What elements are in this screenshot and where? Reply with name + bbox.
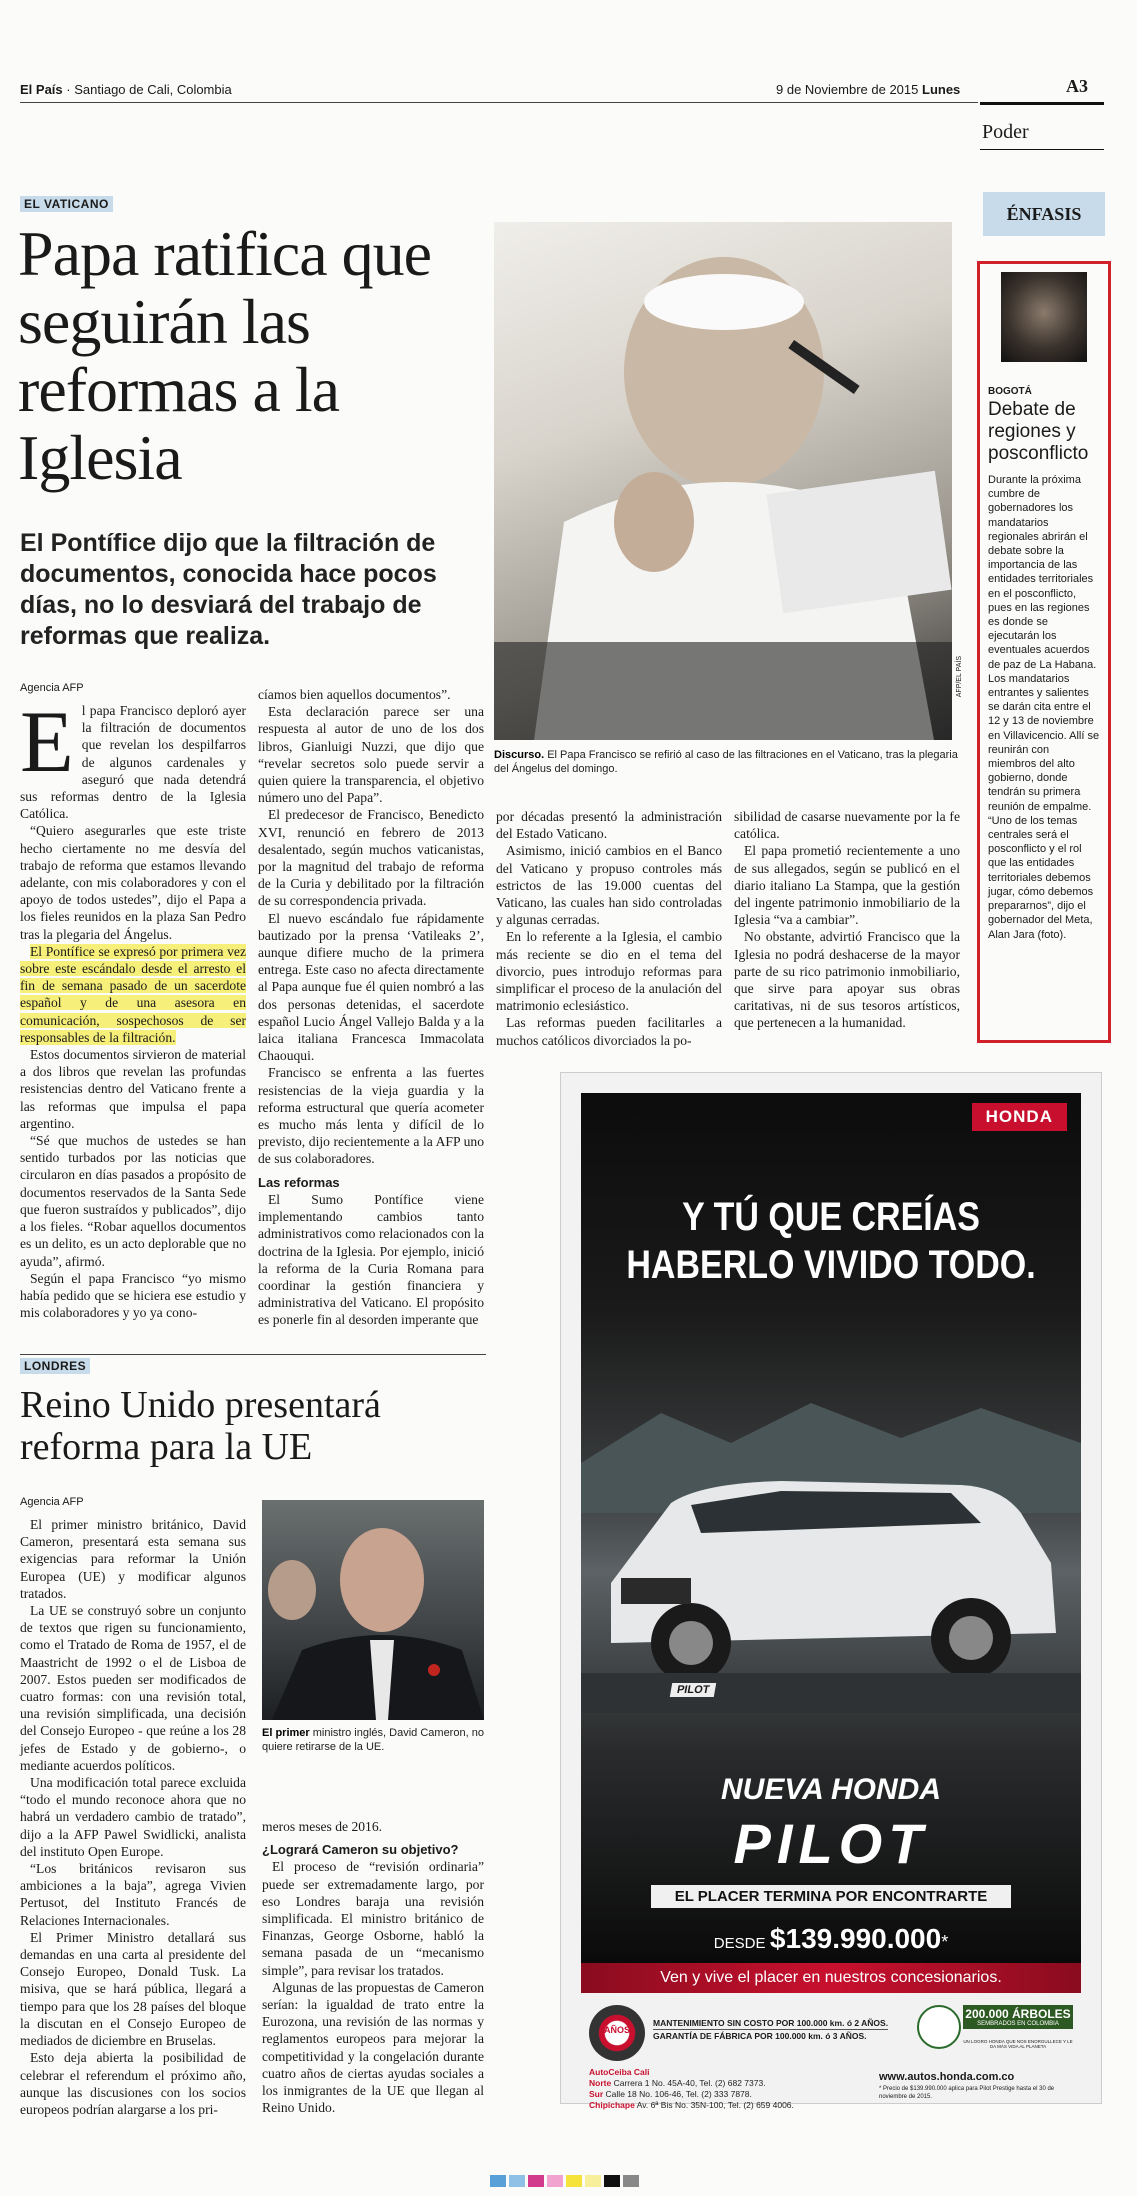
paper-name: El País [20,82,63,97]
uk-p3: Una modificación total parece excluida “todo el mundo reconoce ahora que no habrá un verdadero cambio de tratado”, dijo a la AFP Pawel Swidlicki, analista del instituto Open Europe. [20,1775,246,1859]
addr-3-label: Chipichape [589,2100,635,2110]
ad-tagline: EL PLACER TERMINA POR ENCONTRARTE [651,1885,1011,1908]
main-caption-lead: Discurso. [494,749,545,761]
main-c2-p3: El predecesor de Francisco, Benedicto XVI, renunció en febrero de 2013 desalentado, según muchos vaticanistas, por la magnitud del trabajo de reforma de la Curia y debilitado por la filtración de su correspondencia privada. [258,807,484,909]
pope-figure [494,222,952,740]
day: Lunes [922,82,961,97]
main-c4-p2: El papa prometió recientemente a uno de sus allegados, según se publicó en el diario italiano La Stampa, que la gestión del ingente patrimonio inmobiliario de la Iglesia “va a cambiar”. [734,843,960,928]
main-c3-p1: por décadas presentó la administración del Estado Vaticano. [496,809,722,842]
cameron-photo [262,1500,484,1720]
ad-trees-tag: UN LOGRO HONDA QUE NOS ENORGULLECE Y LE DA MÁS VIDA AL PLANETA [963,2039,1073,2049]
main-headline: Papa ratifica que seguirán las reformas a la Iglesia [18,218,431,493]
main-subhead: Las reformas [258,1174,340,1190]
uk-rule [20,1354,486,1355]
photo-credit: AFP/EL PAÍS [956,656,963,698]
uk-caption-lead: El primer [262,1727,310,1739]
enfasis-p3: “Uno de los temas centrales será el posconflicto y el rol que las entidades territoriales debemos jugar, cómo debemos prepararnos”, dijo el gobernador del Meta, Alan Jara (foto). [988,814,1094,941]
main-c2-p6: El Sumo Pontífice viene implementando cambios tanto administrativos como relacionados con la doctrina de la Iglesia. Por ejemplo, inició la reforma de la Curia Romana para coordinar la gestión financiera y administrativa del Vaticano. El propósito es ponerle fin al desorden imperante que [258,1191,484,1328]
ad-fine-print: * Precio de $139.990.000 aplica para Pilot Prestige hasta el 30 de noviembre de 2015. [879,2086,1055,2100]
registration-strip [490,2172,642,2191]
warranty-badge-text: AÑOS [603,2025,630,2035]
masthead: El País · Santiago de Cali, Colombia [20,82,232,97]
location: Santiago de Cali, Colombia [74,82,232,97]
uk-p2: La UE se construyó sobre un conjunto de textos que rigen su funcionamiento, como el Tratado de Roma de 1957, el de Maastricht de 1992 o el de Lisboa de 2007. Estos pueden ser modificados de cuatro formas: con una revisión total, una revisión simplificada, una decisión del Consejo Europeo - que reúne a los 28 jefes de Estado y de gobierno-, o mediante acuerdos políticos. [20,1603,246,1773]
uk-col-1 [20,1516,246,2118]
ad-slogan-2: HABERLO VIVIDO TODO. [626,1243,1036,1287]
main-c4-p1: sibilidad de casarse nuevamente por la fe católica. [734,809,960,842]
uk-byline: Agencia AFP [20,1496,84,1508]
ad-nueva: NUEVA HONDA [720,1773,941,1806]
uk-caption-text: ministro inglés, David Cameron, no quiere retirarse de la UE. [262,1727,484,1753]
dropcap: E [20,694,74,791]
main-deck: El Pontífice dijo que la filtración de documentos, conocida hace pocos días, no lo desviará del trabajo de reformas que realiza. [20,529,437,650]
main-c3-p3: En lo referente a la Iglesia, el cambio más reciente se dio en el tema del divorcio, pues introdujo reformas para simplificar el proceso de la anulación del matrimonio eclesiástico. [496,929,722,1014]
ad-desde: DESDE [713,1935,766,1952]
page-number: A3 [1066,76,1088,96]
addr-1: Carrera 1 No. 45A-40, Tel. (2) 682 7373. [613,2078,766,2088]
main-p5: “Sé que muchos de ustedes se han sentido turbados por las noticias que circularon en días pasados a propósito de documentos reservados de la Santa Sede que fueron sustraídos y publicados”, dijo a los fieles. “Robar aquellos documentos es un delito, es un acto deplorable que no ayuda”, afirmó. [20,1133,246,1269]
main-col-3 [496,808,722,1049]
uk-p6: Esto deja abierta la posibilidad de celebrar el referendum el próximo año, aunque las discusiones con los socios europeos podrían alargarse a los pri- [20,2050,246,2117]
enfasis-label: ÉNFASIS [983,192,1105,236]
enfasis-p1: Durante la próxima cumbre de gobernadores los mandatarios regionales abrirán el debate sobre la importancia de las entidades territoriales en el posconflicto, pues en las regiones es donde se ejecutarán los eventuales acuerdos de paz de La Habana. [988,474,1097,671]
main-c3-p4: Las reformas pueden facilitarles a muchos católicos divorciados la po- [496,1015,722,1048]
main-c3-p2: Asimismo, inició cambios en el Banco del Vaticano y propuso controles más estrictos de las 19.000 cuentas del Vaticano, las cuales han sido controladas y algunas cerradas. [496,843,722,928]
addr-2: Calle 18 No. 106-46, Tel. (2) 333 7878. [605,2089,752,2099]
ad-maint [653,2017,888,2042]
uk-col-2 [262,1818,484,2116]
uk-headline: Reino Unido presentará reforma para la UE [20,1384,381,1468]
ad-model: PILOT [733,1812,929,1875]
main-p6: Según el papa Francisco “yo mismo había pedido que se hiciera ese estudio y mis colaboradores y yo ya cono- [20,1270,246,1321]
main-kicker: EL VATICANO [20,196,113,212]
section-name: Poder [982,121,1029,143]
enfasis-p2: Los mandatarios entrantes y salientes se darán cita entre el 12 y 13 de noviembre en Villavicencio. Allí se reunirán con miembros del alto gobierno, donde tendrán su primera reunión de empalme. [988,672,1100,813]
ad-trees-title: 200.000 ÁRBOLES [965,2007,1071,2021]
uk-c2-p1: meros meses de 2016. [262,1819,383,1834]
main-c2-p2: Esta declaración parece ser una respuesta al autor de uno de los dos libros, Gianluigi Nuzzi, que dijo que “revelar secretos solo puede servir a quien quiere la transparencia, el objetivo número uno del Papa”. [258,704,484,806]
addr-1-label: Norte [589,2078,612,2088]
main-col-2 [258,686,484,1329]
uk-subhead: ¿Logrará Cameron su objetivo? [262,1842,459,1858]
main-p1: l papa Francisco deploró ayer la filtración de documentos que revelan los despilfarros de algunos cardenales y aseguró que nada detendrá sus reformas dentro de la Iglesia Católica. [20,703,246,822]
ad-price-line [581,1923,1081,1955]
tree-icon [917,2005,961,2049]
main-caption [494,748,964,776]
main-c4-p3: No obstante, advirtió Francisco que la Iglesia no podrá deshacerse de la mayor parte de su rico patrimonio inmobiliario, que sirve para apoyar sus obras caritativas, ni de sus tesoros artísticos, que pertenecen a la humanidad. [734,929,960,1031]
honda-ad [560,1072,1102,2110]
suv-plate: PILOT [670,1683,717,1697]
pope-photo [494,222,952,740]
main-p2: “Quiero asegurarles que este triste hecho ciertamente no me desvía del trabajo de reforma que estamos llevando adelante, con mis colaboradores y con el apoyo de todos ustedes”, dijo el Papa a los fieles reunidos en la plaza San Pedro tras la plegaria del Ángelus. [20,823,246,942]
warranty-badge [589,2005,645,2061]
addr-3: Av. 6ª Bis No. 35N-100, Tel. (2) 659 4006. [636,2100,794,2110]
date-line [776,82,960,97]
ad-price-mark: * [941,1932,949,1952]
uk-c2-p3: Algunas de las propuestas de Cameron serían: la igualdad de trato entre la Eurozona, una revisión de las normas y reglamentos europeos para mejorar la competitividad y la congelación durante cuatro años de ciertas ayudas sociales a los inmigrantes de la UE que llegan al Reino Unido. [262,1979,484,2116]
enfasis-body [988,473,1100,942]
honda-logo: HONDA [972,1103,1067,1131]
main-highlight: El Pontífice se expresó por primera vez sobre este escándalo desde el arresto el fin de semana pasado de un sacerdote español y de una asesora en comunicación, sospechosos de ser responsables de la filtración. [20,943,246,1045]
ad-cta: Ven y vive el placer en nuestros concesionarios. [581,1963,1081,1993]
ad-trees-sub: SEMBRADOS EN COLOMBIA [977,2021,1059,2027]
ad-slogan-1: Y TÚ QUE CREÍAS [682,1195,980,1239]
ad-dealer-name: AutoCeiba Cali [589,2067,650,2077]
enfasis-kicker: BOGOTÁ [988,386,1032,397]
ad-trees [963,2005,1073,2029]
enfasis-headline: Debate de regiones y posconflicto [988,399,1089,464]
uk-p4: “Los británicos revisaron sus ambiciones a la baja”, agrega Vivien Pertusot, del Instituto Francés de Relaciones Internacionales. [20,1861,246,1928]
uk-kicker: LONDRES [20,1358,90,1374]
addr-2-label: Sur [589,2089,604,2099]
main-c2-p1: cíamos bien aquellos documentos”. [258,687,451,702]
ad-maint-1: MANTENIMIENTO SIN COSTO POR 100.000 km. ó 2 AÑOS. [653,2018,889,2028]
uk-caption [262,1726,484,1754]
ad-price: $139.990.000 [769,1923,942,1954]
section-box [980,102,1104,150]
main-col-4 [734,808,960,1032]
ad-slogan [619,1193,1044,1289]
uk-p5: El Primer Ministro detallará sus demandas en una carta al presidente del Consejo Europeo, Donald Tusk. La misiva, que se hará pública, llegará a tiempo para que los 28 países del bloque la discutan en el Consejo Europeo de mediados de diciembre en Bruselas. [20,1929,246,2049]
uk-p1: El primer ministro británico, David Cameron, presentará esta semana sus exigencias para reformar la Unión Europea (UE) y modificar algunos tratados. [20,1517,246,1601]
suv-image [581,1393,1081,1713]
uk-c2-p2: El proceso de “revisión ordinaria” puede ser extremadamente largo, por eso Londres baraja una revisión simplificada. El ministro británico de Finanzas, George Osborne, habló la semana pasada de un “mecanismo simple”, para revisar los tratados. [262,1859,484,1978]
cameron-figure [262,1500,484,1720]
main-c2-p5: Francisco se enfrenta a las fuertes resistencias de la vieja guardia y la reforma estructural que quería acometer es mucho más lenta y difícil de lo previsto, dijo recientemente a la AFP uno de sus colaboradores. [258,1065,484,1167]
ad-dealer [589,2067,794,2111]
main-caption-text: El Papa Francisco se refirió al caso de las filtraciones en el Vaticano, tras la plegaria del Ángelus del domingo. [494,749,958,775]
main-col-1 [20,694,246,1321]
ad-image [581,1093,1081,1963]
date: 9 de Noviembre de 2015 [776,82,919,97]
main-byline: Agencia AFP [20,682,84,694]
enfasis-box [977,261,1111,1043]
ad-maint-2: GARANTÍA DE FÁBRICA POR 100.000 km. ó 3 AÑOS. [653,2029,888,2042]
main-c2-p4: El nuevo escándalo fue rápidamente bautizado por la prensa ‘Vatileaks 2’, aunque difiere mucho de la primera entrega. Este caso no afecta directamente al Papa aunque fue él quien nombró a las dos personas detenidas, el sacerdote español Lucio Ángel Vallejo Balda y a la laica italiana Francesca Immacolata Chaouqui. [258,910,484,1064]
enfasis-photo [1001,272,1087,362]
main-p4: Estos documentos sirvieron de material a dos libros que revelan las profundas resistencias dentro del Vaticano frente a las reformas que impulsa el papa argentino. [20,1047,246,1131]
ad-web: www.autos.honda.com.co [879,2071,1015,2083]
header-rule [20,102,978,103]
